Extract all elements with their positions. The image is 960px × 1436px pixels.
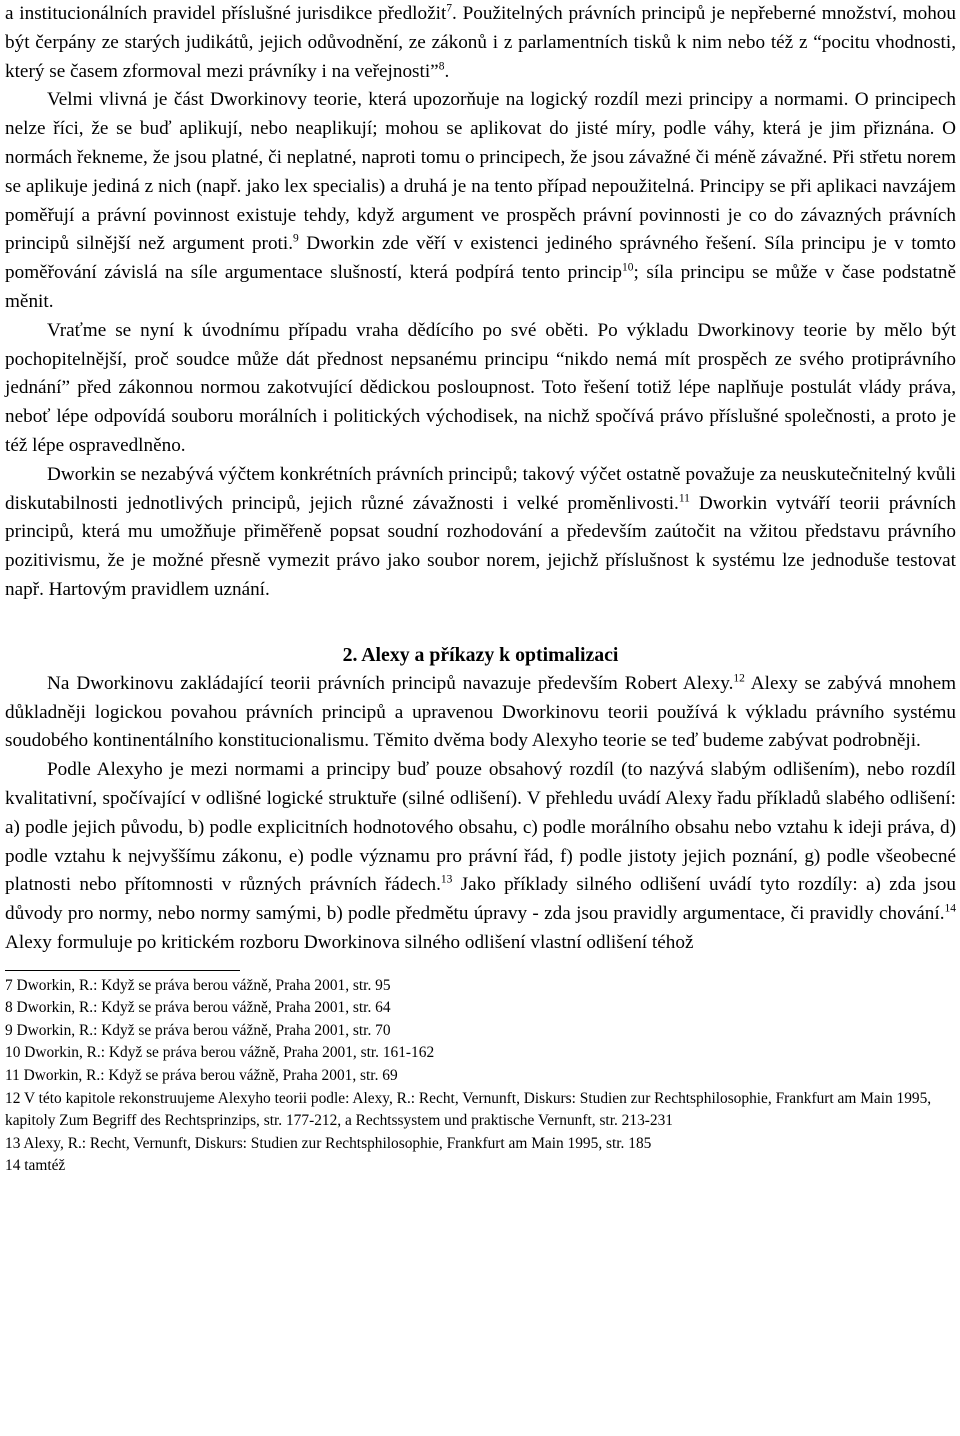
footnote: 9 Dworkin, R.: Když se práva berou vážně, Praha 2001, str. 70: [5, 1021, 391, 1039]
paragraph: [5, 461, 956, 605]
footnote-ref: 14: [944, 902, 956, 915]
paragraph: [5, 670, 956, 756]
body-text-top: [5, 0, 956, 605]
footnote: 10 Dworkin, R.: Když se práva berou vážně, Praha 2001, str. 161-162: [5, 1044, 435, 1062]
footnote: 12 V této kapitole rekonstruujeme Alexyho teorii podle: Alexy, R.: Recht, Vernunft, Diskurs: Studien zur Rechtsphilosophie, Frankfurt am Main 1995, kapitoly Zum Begriff des Rechtsprinzips, str. 177-212, a Rechtssystem und praktische Vernunft, str. 213-231: [5, 1089, 932, 1130]
paragraph-text: Jako příklady silného odlišení uvádí tyto rozdíly: a) zda jsou důvody pro normy, nebo normy samými, b) podle předmětu úpravy - zda jsou pravidly argumentace, či pravidly chování.: [5, 874, 956, 925]
footnote-ref: 13: [440, 873, 453, 886]
paragraph-text: Dworkin se nezabývá výčtem konkrétních právních principů; takový výčet ostatně považuje za neuskutečnitelný kvůli diskutabilnosti jednotlivých principů, jejich různé závažnosti i velké proměnlivosti.: [5, 463, 956, 514]
section-heading: 2. Alexy a příkazy k optimalizaci: [342, 643, 619, 666]
footnote-ref: 12: [733, 672, 745, 685]
footnote: 8 Dworkin, R.: Když se práva berou vážně, Praha 2001, str. 64: [5, 999, 391, 1017]
paragraph-text: Velmi vlivná je část Dworkinovy teorie, která upozorňuje na logický rozdíl mezi principy a normami. O principech nelze říci, že se buď aplikují, nebo neaplikují; mohou se aplikovat do jisté míry, podle váhy, která je jim přiznána. O normách řekneme, že jsou platné, či neplatné, naproti tomu o principech, že jsou závažné či méně závažné. Při střetu norem se aplikuje jediná z nich (např. jako lex specialis) a druhá je na tento případ nepoužitelná. Principy se při aplikaci navzájem poměřují a právní povinnost existuje tehdy, když argument ve prospěch právní povinnosti je co do závazných právních principů silnější než argument proti.: [5, 89, 956, 255]
footnote-ref: 10: [622, 261, 634, 274]
body-text-bottom: [5, 670, 956, 958]
paragraph-text: .: [444, 60, 450, 82]
footnote: 11 Dworkin, R.: Když se práva berou vážně, Praha 2001, str. 69: [5, 1067, 398, 1085]
paragraph: [5, 0, 956, 86]
paragraph-text: ; síla principu se může v čase podstatně měnit.: [5, 262, 956, 312]
paragraph-text: a institucionálních pravidel příslušné jurisdikce předložit: [5, 3, 447, 24]
paragraph-text: Na Dworkinovu zakládající teorii právních principů navazuje především Robert Alexy.: [47, 672, 734, 694]
paragraph-text: Dworkin vytváří teorii právních principů, která mu umožňuje přiměřeně popsat soudní rozhodování a především zaútočit na vžitou představu právního pozitivismu, že je možné přesně vymezit právo jako soubor norem, jejichž příslušnost k systému lze jednoduše testovat např. Hartovým pravidlem uznání.: [5, 492, 956, 600]
paragraph-text: Podle Alexyho je mezi normami a principy buď pouze obsahový rozdíl (to nazývá slabým odlišením), nebo rozdíl kvalitativní, spočívající v odlišné logické struktuře (silné odlišení). V přehledu uvádí Alexy řadu příkladů slabého odlišení: a) podle jejich původu, b) podle explicitních hodnotového obsahu, c) podle morálního obsahu nebo vztahu k ideji práva, d) podle vztahu k nejvyššímu zákonu, e) podle významu pro právní řád, f) podle jistoty jejich poznání, g) podle všeobecné platnosti nebo přítomnosti v různých právních řádech.: [5, 759, 956, 896]
paragraph-text: Alexy se zabývá mnohem důkladněji logickou povahou právních principů a upravenou Dworkinovu teorii používá k výkladu právního systému soudobého kontinentálního konstitucionalismu. Těmito dvěma body Alexyho teorie se teď budeme zabývat podrobněji.: [5, 672, 957, 752]
footnote-ref: 7: [446, 2, 453, 15]
paragraph-text: Alexy formuluje po kritickém rozboru Dworkinova silného odlišení vlastní odlišení téhož: [5, 931, 694, 953]
paragraph: [5, 756, 956, 958]
footnote: 7 Dworkin, R.: Když se práva berou vážně, Praha 2001, str. 95: [5, 976, 391, 994]
footnote-ref: 8: [438, 60, 445, 73]
paragraph: [5, 317, 956, 461]
footnote: 13 Alexy, R.: Recht, Vernunft, Diskurs: Studien zur Rechtsphilosophie, Frankfurt am Main 1995, str. 185: [5, 1134, 652, 1152]
paragraph-text: . Použitelných právních principů je nepřeberné množství, mohou být čerpány ze starých judikátů, jejich odůvodnění, ze zákonů i z parlamentních tisků k nim nebo též z “pocitu vhodnosti, který se časem zformoval mezi právníky i na veřejnosti”: [5, 3, 956, 82]
paragraph: [5, 86, 956, 316]
footnote-separator: [5, 970, 240, 971]
footnote-ref: 9: [293, 232, 299, 245]
footnote-ref: 11: [678, 492, 690, 505]
paragraph-text: Dworkin zde věří v existenci jediného správného řešení. Síla principu je v tomto poměřování závislá na síle argumentace slušností, která podpírá tento princip: [5, 233, 956, 284]
footnotes: [5, 975, 956, 1178]
paragraph-text: Vraťme se nyní k úvodnímu případu vraha dědícího po své oběti. Po výkladu Dworkinovy teorie by mělo být pochopitelnější, proč soudce může dát přednost nepsanému principu “nikdo nemá mít prospěch ze svého protiprávního jednání” před zákonnou normou zakotvující dědickou posloupnost. Toto řešení totiž lépe naplňuje postulát vlády práva, neboť lépe odpovídá souboru morálních i politických východisek, na nichž spočívá právo příslušné společnosti, a proto je též lépe ospravedlněno.: [5, 319, 956, 456]
footnote: 14 tamtéž: [5, 1157, 66, 1175]
